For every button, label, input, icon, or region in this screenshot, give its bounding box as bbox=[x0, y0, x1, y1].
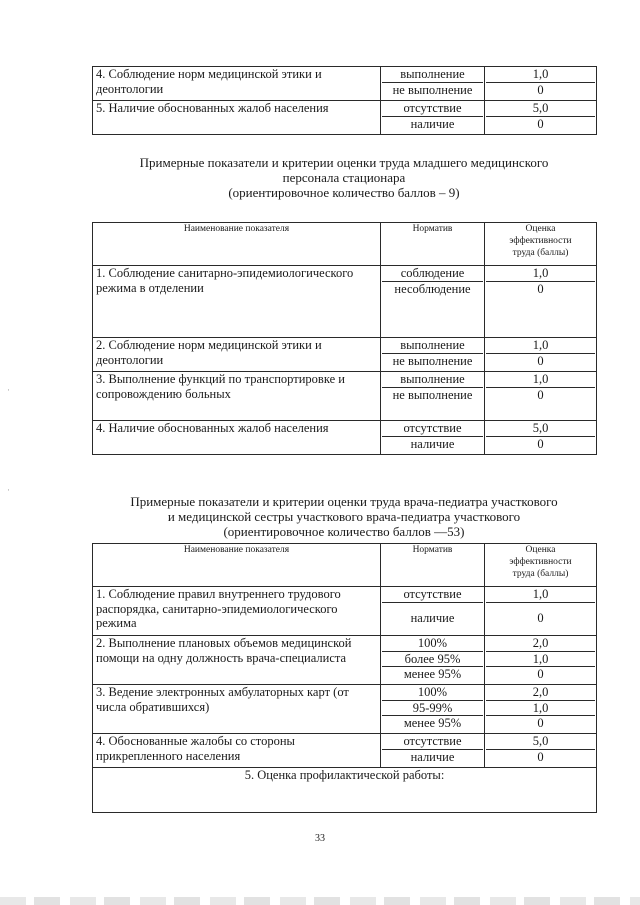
column-header-norm: Норматив bbox=[381, 544, 485, 587]
norm-value: отсутствие bbox=[403, 101, 462, 115]
table-row bbox=[93, 636, 597, 685]
page-number: 33 bbox=[315, 833, 325, 844]
score-cell bbox=[485, 685, 597, 734]
score-cell bbox=[485, 372, 597, 421]
table-row bbox=[93, 685, 597, 734]
norm-value: выполнение bbox=[400, 372, 465, 386]
indicator-name: 5. Наличие обоснованных жалоб населения bbox=[93, 101, 381, 135]
scan-edge-strip bbox=[0, 897, 640, 905]
table-header-row bbox=[93, 223, 597, 266]
indicator-name: 4. Соблюдение норм медицинской этики и деонтологии bbox=[93, 67, 381, 101]
score-value: 0 bbox=[486, 353, 595, 369]
column-header-norm: Норматив bbox=[381, 223, 485, 266]
norm-cell bbox=[381, 587, 485, 636]
score-value: 0 bbox=[486, 436, 595, 452]
indicator-name: 2. Соблюдение норм медицинской этики и деонтологии bbox=[93, 338, 381, 372]
norm-cell bbox=[381, 734, 485, 768]
score-value: 0 bbox=[486, 387, 595, 403]
score-value: 1,0 bbox=[486, 651, 595, 667]
norm-cell bbox=[381, 67, 485, 101]
score-value: 0 bbox=[486, 602, 595, 634]
column-header-indicator: Наименование показателя bbox=[93, 223, 381, 266]
score-cell bbox=[485, 266, 597, 338]
norm-value: не выполнение bbox=[382, 82, 483, 98]
indicator-name: 2. Выполнение плановых объемов медицинской помощи на одну должность врача-специалиста bbox=[93, 636, 381, 685]
score-value: 5,0 bbox=[532, 421, 549, 435]
score-value: 1,0 bbox=[532, 587, 549, 601]
score-cell bbox=[485, 338, 597, 372]
score-cell bbox=[485, 636, 597, 685]
norm-value: 100% bbox=[417, 685, 448, 699]
score-value: 0 bbox=[486, 749, 595, 765]
score-value: 1,0 bbox=[486, 700, 595, 716]
norm-value: наличие bbox=[382, 116, 483, 132]
score-cell bbox=[485, 101, 597, 135]
norm-cell bbox=[381, 636, 485, 685]
norm-cell bbox=[381, 101, 485, 135]
table-pediatrician bbox=[92, 543, 597, 813]
score-value: 0 bbox=[486, 281, 595, 297]
norm-value: отсутствие bbox=[403, 587, 462, 601]
indicator-name: 4. Наличие обоснованных жалоб населения bbox=[93, 421, 381, 455]
norm-value: 100% bbox=[417, 636, 448, 650]
table-header-row bbox=[93, 544, 597, 587]
score-value: 0 bbox=[486, 666, 595, 682]
norm-value: 95-99% bbox=[382, 700, 483, 716]
score-value: 5,0 bbox=[532, 734, 549, 748]
indicator-name: 4. Обоснованные жалобы со стороны прикрепленного населения bbox=[93, 734, 381, 768]
norm-value: наличие bbox=[382, 436, 483, 452]
score-value: 0 bbox=[486, 715, 595, 731]
norm-cell bbox=[381, 338, 485, 372]
indicator-name: 1. Соблюдение санитарно-эпидемиологического режима в отделении bbox=[93, 266, 381, 338]
table-row bbox=[93, 372, 597, 421]
table-row bbox=[93, 338, 597, 372]
score-value: 1,0 bbox=[532, 266, 549, 280]
section-title-pediatrician: Примерные показатели и критерии оценки труда врача-педиатра участкового и медицинской сестры участкового врача-педиатра участкового (ориентировочное количество баллов —53) bbox=[130, 494, 558, 539]
table-row bbox=[93, 587, 597, 636]
column-header-indicator: Наименование показателя bbox=[93, 544, 381, 587]
norm-value: несоблюдение bbox=[382, 281, 483, 297]
table-row bbox=[93, 421, 597, 455]
score-value: 1,0 bbox=[532, 372, 549, 386]
norm-value: более 95% bbox=[382, 651, 483, 667]
table-row bbox=[93, 266, 597, 338]
norm-cell bbox=[381, 372, 485, 421]
norm-cell bbox=[381, 685, 485, 734]
score-value: 5,0 bbox=[532, 101, 549, 115]
footer-row-prophylactic: 5. Оценка профилактической работы: bbox=[93, 768, 597, 813]
score-value: 2,0 bbox=[532, 636, 549, 650]
norm-value: соблюдение bbox=[400, 266, 465, 280]
norm-value: отсутствие bbox=[403, 734, 462, 748]
table-row bbox=[93, 101, 597, 135]
section-title-junior-staff: Примерные показатели и критерии оценки труда младшего медицинского персонала стационара (ориентировочное количество баллов – 9) bbox=[139, 155, 549, 200]
score-value: 2,0 bbox=[532, 685, 549, 699]
norm-value: не выполнение bbox=[382, 353, 483, 369]
indicator-name: 1. Соблюдение правил внутреннего трудового распорядка, санитарно-эпидемиологического режима bbox=[93, 587, 381, 636]
norm-cell bbox=[381, 266, 485, 338]
norm-value: менее 95% bbox=[382, 666, 483, 682]
table-junior-staff bbox=[92, 222, 597, 455]
table-row bbox=[93, 67, 597, 101]
table-row bbox=[93, 734, 597, 768]
score-cell bbox=[485, 734, 597, 768]
norm-value: наличие bbox=[382, 749, 483, 765]
norm-value: менее 95% bbox=[382, 715, 483, 731]
norm-value: не выполнение bbox=[382, 387, 483, 403]
indicator-name: 3. Выполнение функций по транспортировке и сопровождению больных bbox=[93, 372, 381, 421]
column-header-score: Оценка эффективности труда (баллы) bbox=[485, 223, 597, 266]
score-cell bbox=[485, 587, 597, 636]
scan-artifact: · bbox=[7, 485, 10, 495]
score-value: 0 bbox=[486, 82, 595, 98]
indicator-name: 3. Ведение электронных амбулаторных карт (от числа обратившихся) bbox=[93, 685, 381, 734]
score-value: 1,0 bbox=[532, 67, 549, 81]
column-header-score: Оценка эффективности труда (баллы) bbox=[485, 544, 597, 587]
scan-artifact: · bbox=[7, 385, 10, 395]
norm-value: выполнение bbox=[400, 67, 465, 81]
table-top-continuation bbox=[92, 66, 597, 135]
score-value: 0 bbox=[486, 116, 595, 132]
score-value: 1,0 bbox=[532, 338, 549, 352]
norm-value: наличие bbox=[382, 602, 483, 634]
score-cell bbox=[485, 421, 597, 455]
norm-cell bbox=[381, 421, 485, 455]
table-row bbox=[93, 768, 597, 813]
norm-value: выполнение bbox=[400, 338, 465, 352]
score-cell bbox=[485, 67, 597, 101]
norm-value: отсутствие bbox=[403, 421, 462, 435]
